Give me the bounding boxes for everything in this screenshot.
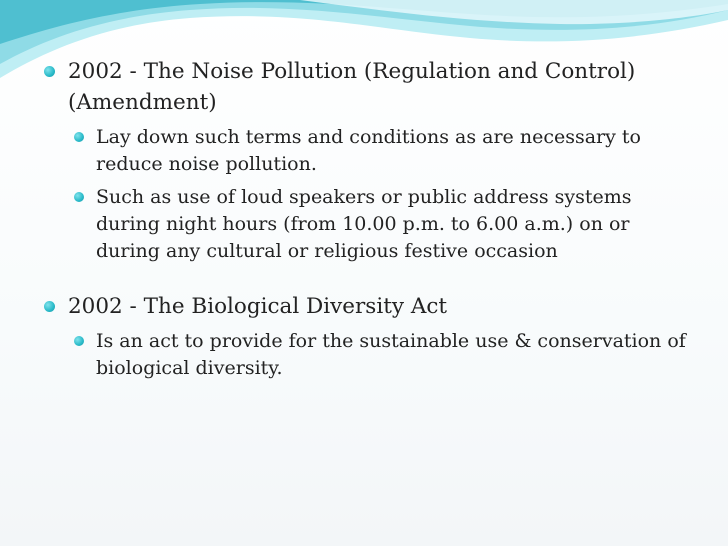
section-heading-noise-pollution <box>44 56 694 118</box>
section-heading-biological-diversity <box>44 291 694 322</box>
list-item-text: Lay down such terms and conditions as are necessary to reduce noise pollution. <box>96 126 641 175</box>
list-item-text: Is an act to provide for the sustainable use & conservation of biological diversity. <box>96 330 686 379</box>
bullet-icon <box>44 66 55 77</box>
section-spacer <box>44 271 694 291</box>
list-item-text: Such as use of loud speakers or public address systems during night hours (from 10.00 p.m. to 6.00 a.m.) on or during any cultural or religious festive occasion <box>96 186 632 262</box>
bullet-icon <box>74 132 84 142</box>
list-item <box>44 124 694 178</box>
list-item <box>44 328 694 382</box>
bullet-icon <box>74 336 84 346</box>
list-item <box>44 184 694 265</box>
bullet-icon <box>74 192 84 202</box>
section-heading-text: 2002 - The Biological Diversity Act <box>68 294 448 319</box>
section-heading-text: 2002 - The Noise Pollution (Regulation and Control) (Amendment) <box>68 59 636 115</box>
slide-content <box>44 56 694 388</box>
bullet-icon <box>44 301 55 312</box>
